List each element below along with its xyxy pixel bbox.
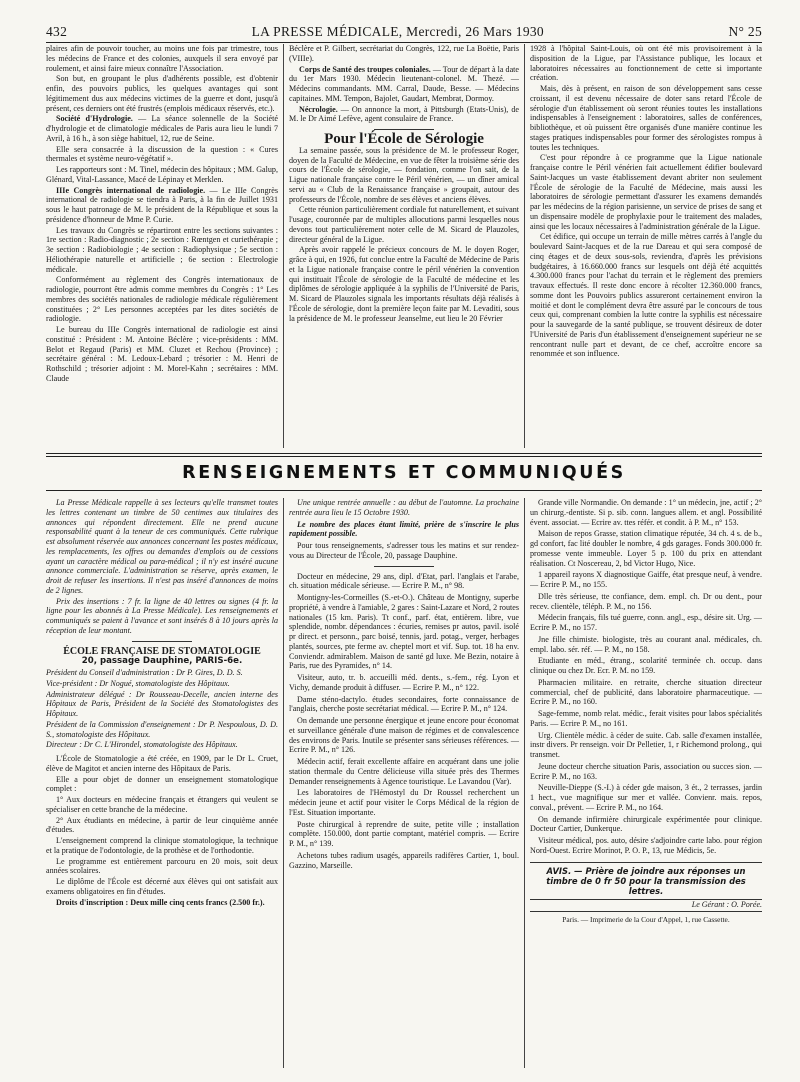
paragraph: Les rapporteurs sont : M. Tinel, médecin des hôpitaux ; MM. Galup, Glénard, Vital-Lassance, Macé de Lépinay et Merklen.	[46, 165, 278, 184]
classified-ad: Dlle très sérieuse, tte confiance, dem. empl. ch. Dr ou dent., pour recev. clientèle, téléph. P. M., no 156.	[530, 591, 762, 611]
top-column-3	[530, 44, 762, 448]
issue-number: N° 25	[728, 24, 762, 39]
paragraph: Elle sera consacrée à la discussion de la question : « Cures thermales et système neuro-végétatif ».	[46, 144, 278, 164]
paragraph: La semaine passée, sous la présidence de M. le professeur Roger, doyen de la Faculté de Médecine, en vue de fêter la troisième série des cours de l'École de sérologie, — fondation, comme l'on sait, de la Ligue nationale française contre le Péril vénérien, — un dîner amical servi au « Club de la Renaissance française » groupait, autour des professeurs de l'École, nombre de ses élèves et anciens élèves.	[289, 145, 519, 204]
section-rule	[46, 453, 762, 454]
section-rule	[46, 490, 762, 491]
classified-ad: Maison de repos Grasse, station climatique réputée, 34 ch. 4 s. de b., gd confort, fac lité doubler le nombre, 4 gds garages. Fonds 300.000 fr. promesse vente immeuble. Loyer 5 p. 100 du prix en attendant réalisation. Ct Noscereau, 2, bd Victor Hugo, Nice.	[530, 529, 762, 568]
paragraph: Cette réunion particulièrement cordiale fut naturellement, et suivant l'usage, couronnée par de multiples allocutions parmi lesquelles nous devons tout particulièrement noter celle de M. Sicard de Plauzoles, directeur général de la Ligue.	[289, 205, 519, 244]
paragraph: Béclère et P. Gilbert, secrétariat du Congrès, 122, rue La Boëtie, Paris (VIIIe).	[289, 44, 519, 63]
school-line: Président de la Commission d'enseignement : Dr P. Nespoulous, D. D. S., stomatologiste des Hôpitaux.	[46, 719, 278, 739]
divider	[374, 129, 434, 130]
news-item: Société d'Hydrologie. — La séance solennelle de la Société d'hydrologie et de climatologie médicales de Paris aura lieu le lundi 7 Avril, à 16 h., à son siège habituel, 12, rue de Seine.	[46, 114, 278, 143]
journal-title: LA PRESSE MÉDICALE, Mercredi, 26 Mars 1930	[251, 24, 544, 39]
avis-notice: AVIS. — Prière de joindre aux réponses un timbre de 0 fr 50 pour la transmission des lettres.	[530, 862, 762, 900]
school-line: Directeur : Dr C. L'Hirondel, stomatologiste des Hôpitaux.	[46, 740, 238, 750]
paragraph: Le programme est entièrement parcouru en 20 mois, soit deux années scolaires.	[46, 856, 278, 876]
paragraph: Mais, dès à présent, en raison de son développement sans cesse croissant, il est devenu nécessaire de doter sans retard l'École de sérologie d'un établissement où seront réunies toutes les installations indispensables à l'enseignement : laboratoires, salles de conférences, bibliothèque, et où puissent être organisés d'une manière continue les stages pratiques indispensables pour former des sérologistes rompus à toutes les techniques.	[530, 84, 762, 152]
classified-ad: Montigny-les-Cormeilles (S.-et-O.). Château de Montigny, superbe propriété, à vendre à l'amiable, 2 gares : Saint-Lazare et Nord, 2 routes nationales (15 km. Paris). Tt conf., parf. état, entièrem. libre, vue splendide, nombr. dépendances : écuries, remises pr autos, pavil. isolé pr direct. et personn., parc boisé, tennis, jard. potag., verger, herbages plantés, sources, pte ferme av. cheptel mort et vif. Sup. tot. 18 ha env. Conviendr. admirablem. Maison de santé gd luxe. Me Bezin, notaire à Paris, rue des Pyramides, n° 14.	[289, 593, 519, 671]
paragraph: Le diplôme de l'École est décerné aux élèves qui ont satisfait aux examens obligatoires en fin d'études.	[46, 877, 278, 896]
classified-ad: 1 appareil rayons X diagnostique Gaiffe, état presque neuf, à vendre. — Ecrire P. M., no 155.	[530, 570, 762, 589]
school-title: ÉCOLE FRANÇAISE DE STOMATOLOGIE	[63, 645, 261, 657]
paragraph: Le bureau du IIIe Congrès international de radiologie est ainsi constitué : Président : M. Antoine Béclère ; vice-présidents : MM. Belot et Regaud (Paris) et MM. Cluzet et Rechou (Province) ; secrétaire général : M. Ledoux-Lebard ; trésorier : M. Henri de Rothschild ; trésorier adjoint : M. Morel-Kahn ; secrétaires : MM. Claude	[46, 325, 278, 383]
classified-ad: Docteur en médecine, 29 ans, dipl. d'Etat, parl. l'anglais et l'arabe, ch. situation médicale sérieuse. — Ecrire P. M., n° 98.	[289, 571, 519, 591]
paragraph: Son but, en groupant le plus d'adhérents possible, est d'obtenir enfin, des pouvoirs publics, les quelques avantages qui sont légitimement dus aux médecins victimes de la guerre et dont, jusqu'à présent, ces derniers ont été frustrés (emplois médicaux réservés, etc.).	[46, 74, 278, 113]
school-line: Administrateur délégué : Dr Rousseau-Decelle, ancien interne des Hôpitaux de Paris, Président de la Société des Stomatologistes des Hôpitaux.	[46, 689, 278, 718]
news-heading: IIIe Congrès international de radiologie.	[56, 185, 206, 195]
paragraph: Cet édifice, qui occupe un terrain de mille mètres carrés à l'angle du boulevard Saint-Jacques et de la rue Dareau et qui sera composé de cinq étages et de deux sous-sols, reviendra, d'après les prévisions budgétaires, à 16.660.000 francs sur lesquels ont déjà été acquittés 4.300.000 francs pour l'achat du terrain et le règlement des premiers travaux effectués. Il reste donc encore à récolter 12.360.000 francs, somme dont les Pouvoirs publics assureront certainement environ la moitié et dont le complément devra être assuré par le concours de tous ceux qui, comprenant combien la lutte contre la syphilis est nécessaire pour la sauvegarde de la santé publique, se trouvent désireux de doter l'Université de Paris d'un établissement d'enseignement supérieur ne se rencontrant nulle part et devant, de ce chef, accroître encore sa renommée et son influence.	[530, 232, 762, 359]
school-line: Vice-président : Dr Nogué, stomatologiste des Hôpitaux.	[46, 678, 230, 688]
classified-ad: Urg. Clientèle médic. à céder de suite. Cab. salle d'examen installée, instr divers. Pr renseign. voir Dr Pelletier, 1, r Richemond prolong., qui transmet.	[530, 730, 762, 759]
paragraph: Le nombre des places étant limité, prière de s'inscrire le plus rapidement possible.	[289, 519, 519, 539]
classified-ad: Pharmacien militaire. en retraite, cherche situation directeur commercial, chef de publicité, dans laboratoire pharmaceutique. — Ecrire P. M., no 160.	[530, 677, 762, 707]
column-divider	[283, 44, 284, 448]
classified-ad: Dame sténo-dactylo. études secondaires, forte connaissance de l'anglais, cherche poste secrétariat médical. — Ecrire P. M., n° 124.	[289, 694, 519, 714]
news-heading: Nécrologie.	[299, 104, 338, 114]
classified-ad: Médecin actif, ferait excellente affaire en acquérant dans une jolie station thermale du Centre délicieuse villa située près des Thermes Demander renseignements à Agence touristique. Le Lavandou (Var).	[289, 757, 519, 786]
paragraph: Les travaux du Congrès se répartiront entre les sections suivantes : 1re section : Radio-diagnostic ; 2e section : Rœntgen et curiethérapie ; 3e section : Radiobiologie ; 4e section : Radiophysique ; 5e section : Héliothérapie naturelle et artificielle ; 6e section : Electrologie médicale.	[46, 225, 278, 274]
news-item: IIIe Congrès international de radiologie. — Le IIIe Congrès international de radiologie se tiendra à Paris, à la fin de Juillet 1931 sous le haut patronage de M. le président de la République et sous la présidence d'honneur de Mme P. Curie.	[46, 185, 278, 224]
bottom-column-3	[530, 498, 762, 1068]
column-divider	[524, 44, 525, 448]
section-banner: RENSEIGNEMENTS ET COMMUNIQUÉS	[182, 463, 626, 483]
top-column-2	[289, 44, 519, 448]
classified-ad: On demande une personne énergique et jeune encore pour économat et surveillance générale d'une maison de régimes et de convalescence des environs de Paris. Inutile se présenter sans sérieuses références. — Ecrire P. M., n° 126.	[289, 716, 519, 755]
bottom-column-2	[289, 498, 519, 1068]
section-rule	[46, 456, 762, 457]
classified-ad: Visiteur médical, pos. auto, désire s'adjoindre carte labo. pour région Nord-Ouest. Ecrire Morinot, P. O. P., 13, rue Médicis, 5e.	[530, 836, 762, 855]
classified-ad: Les laboratoires de l'Hémostyl du Dr Roussel recherchent un médecin jeune et actif pour visiter le Corps Médical de la région de l'Est. Situation importante.	[289, 788, 519, 817]
classified-ad: Visiteur, auto, tr. b. accueilli méd. dents., s.-fem., rég. Lyon et Vichy, demande produit à diffuser. — Ecrire P. M., n° 122.	[289, 673, 519, 692]
paragraph: 1° Aux docteurs en médecine français et étrangers qui veulent se spécialiser en cette branche de la médecine.	[46, 795, 278, 814]
paragraph: Après avoir rappelé le précieux concours de M. le doyen Roger, grâce à qui, en 1926, fut conclue entre la Faculté de Médecine de Paris et la Ligue nationale française contre le péril vénérien la convention qui instituait l'École de sérologie de la Faculté de médecine et les diplômes de sérologie appliquée à la syphilis de l'Université de Paris, M. Sicard de Plauzoles signala les importants résultats déjà réalisés à l'École de sérologie, dont la première leçon faite par M. Levaditi, sous la présidence de M. le professeur Jeanselme, eut lieu le 20 Février	[289, 245, 519, 323]
school-line: Président du Conseil d'administration : Dr P. Gires, D. D. S.	[46, 668, 243, 677]
divider	[132, 641, 192, 642]
divider	[374, 566, 434, 567]
page-header	[46, 22, 762, 43]
column-divider	[283, 498, 284, 1068]
classified-ad: Sage-femme, nomb relat. médic., ferait visites pour labos spécialités Paris. — Ecrire P. M., no 161.	[530, 709, 762, 728]
paragraph: Droits d'inscription : Deux mille cinq cents francs (2.500 fr.).	[56, 897, 265, 907]
article-title: Pour l'École de Sérologie	[324, 131, 484, 147]
news-heading: Corps de Santé des troupes coloniales.	[299, 64, 431, 74]
top-column-1	[46, 44, 278, 448]
paragraph: Conformément au règlement des Congrès internationaux de radiologie, pourront être admis comme membres du Congrès : 1° Les membres des sociétés nationales de radiologie médicale régulièrement constituées ; 2° Les personnes acceptées par les dites sociétés de radiologie.	[46, 275, 278, 324]
paragraph: L'École de Stomatologie a été créée, en 1909, par le Dr L. Cruet, élève de Magitot et ancien interne des Hôpitaux de Paris.	[46, 754, 278, 773]
printer-line: Paris. — Imprimerie de la Cour d'Appel, 1, rue Cassette.	[530, 911, 762, 925]
classified-ad: Neuville-Dieppe (S.-I.) à céder gde maison, 3 ét., 2 terrasses, jardin 1 hect., vue magnifique sur mer et vallée. Convienr. mais. repos, conval., prévent. — Ecrire P. M., no 164.	[530, 783, 762, 812]
classified-ad: Jne fille chimiste. biologiste, très au courant anal. médicales, ch. empl. labo. sér. réf. — P. M., no 158.	[530, 634, 762, 654]
paragraph: Une unique rentrée annuelle : au début de l'automne. La prochaine rentrée aura lieu le 15 Octobre 1930.	[289, 498, 519, 517]
classified-ad: Jeune docteur cherche situation Paris, association ou succes sion. — Ecrire P. M., no 163.	[530, 761, 762, 781]
paragraph: plaires afin de pouvoir toucher, au moins une fois par trimestre, tous les médecins de France et des colonies, auxquels il sera envoyé par roulement, et ainsi faire mieux connaître l'Association.	[46, 44, 278, 73]
paragraph: Pour tous renseignements, s'adresser tous les matins et sur rendez-vous au Directeur de l'École, 20, passage Dauphine.	[289, 541, 519, 560]
classified-ad: Poste chirurgical à reprendre de suite, petite ville ; installation complète. 150.000, dont partie comptant, matériel compris. — Ecrire P. M., n° 139.	[289, 819, 519, 848]
classified-ad: Grande ville Normandie. On demande : 1° un médecin, jne, actif ; 2° un chirurg.-dentiste. Si p. sib. conn. langues allem. et angl. Possibilité évent. associat. — Ecrire av. ttes référ. et condit. à P. M., n° 153.	[530, 498, 762, 527]
news-item: Nécrologie. — On annonce la mort, à Pittsburgh (Etats-Unis), de M. le Dr Aimé Lefève, agent consulaire de France.	[289, 104, 519, 124]
paragraph: 2° Aux étudiants en médecine, à partir de leur cinquième année d'études.	[46, 815, 278, 835]
paragraph: C'est pour répondre à ce programme que la Ligue nationale française contre le Péril vénérien fait actuellement édifier boulevard Saint-Jacques un vaste établissement devant abriter non seulement l'École de sérologie de la Faculté de Médecine, mais aussi les laboratoires de sérologie permettant d'assurer les examens demandés par les médecins de la région parisienne, un service de prises de sang et un dispensaire modèle de prophylaxie pour le traitement des malades, ainsi que les locaux nécessaires à l'administration générale de la Ligue.	[530, 153, 762, 231]
gerant-signature: Le Gérant : O. Porée.	[691, 899, 762, 909]
paragraph: 1928 à l'hôpital Saint-Louis, où ont été mis provisoirement à la disposition de la Ligue, par l'Assistance publique, les locaux et laboratoires nécessaires au fonctionnement de cette si importante création.	[530, 44, 762, 83]
news-heading: Société d'Hydrologie.	[56, 114, 133, 124]
classified-ad: Etudiante en méd., étrang., scolarité terminée ch. occup. dans clinique ou chez Dr. Ecr. P. M. no 159.	[530, 656, 762, 675]
classified-ad: Médecin français, fils tué guerre, conn. angl., esp., désire sit. Urg. — Ecrire P. M., no 157.	[530, 613, 762, 632]
paragraph: Elle a pour objet de donner un enseignement stomatologique complet :	[46, 774, 278, 794]
classified-intro: La Presse Médicale rappelle à ses lecteurs qu'elle transmet toutes les lettres contenant un timbre de 50 centimes aux titulaires des annonces qui répondent directement. Elle ne prend aucune responsabilité quant à la teneur de ces communiqués. Cette rubrique est absolument réservée aux annonces concernant les postes médicaux, les remplacements, les offres ou demandes d'emplois ou de cessions ayant un caractère médical ou para-médical ; il n'y est inséré aucune annonce commerciale. L'administration se réserve, après examen, le droit de refuser les insertions. Il n'est pas inséré d'annonces de moins de 2 lignes.	[46, 498, 278, 595]
classified-ad: Achetons tubes radium usagés, appareils radifères Cartier, 1, boul. Gazzino, Marseille.	[289, 850, 519, 870]
paragraph: L'enseignement comprend la clinique stomatologique, la technique et la pratique de l'odontologie, de la prothèse et de l'orthodontie.	[46, 836, 278, 855]
school-address: 20, passage Dauphine, PARIS-6e.	[81, 656, 243, 667]
classified-ad: On demande infirmière chirurgicale expérimentée pour clinique. Docteur Cartier, Dunkerque.	[530, 814, 762, 834]
bottom-column-1	[46, 498, 278, 1068]
news-item: Corps de Santé des troupes coloniales. — Tour de départ à la date du 1er Mars 1930. Médecin lieutenant-colonel. M. Thezé. — Médecins commandants. MM. Carral, Daude, Besse. — Médecins capitaines. MM. Tempon, Bajolet, Gaudart, Membrat, Dormoy.	[289, 64, 519, 103]
page-number: 432	[46, 24, 68, 39]
column-divider	[524, 498, 525, 1068]
price-notice: Prix des insertions : 7 fr. la ligne de 40 lettres ou signes (4 fr. la ligne pour les abonnés à La Presse Médicale). Les renseignements et communiqués se paient à l'avance et sont insérés 8 à 10 jours après la réception de leur montant.	[46, 596, 278, 635]
